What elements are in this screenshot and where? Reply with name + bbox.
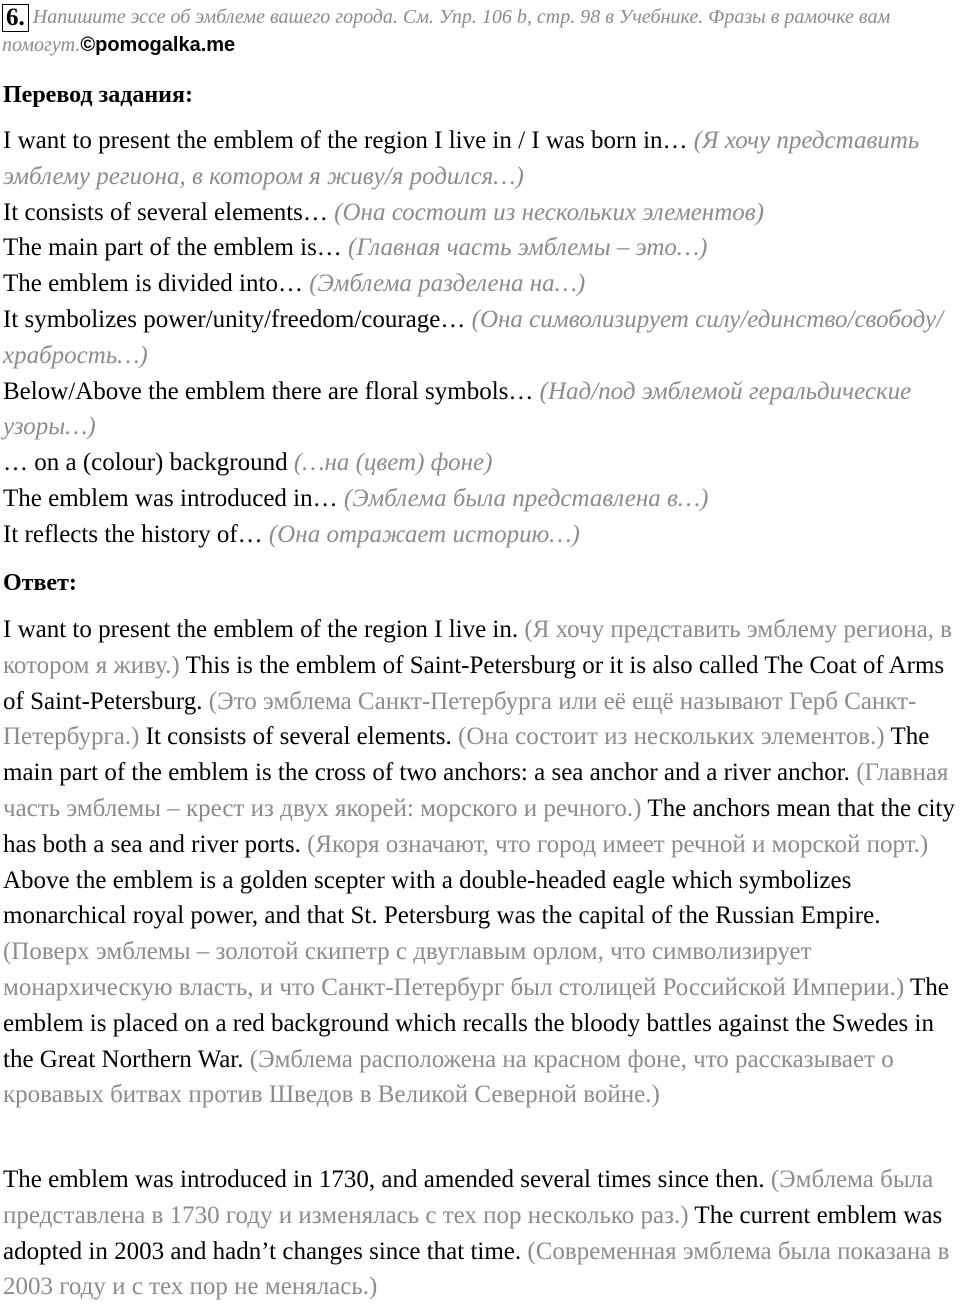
answer-en: This is the emblem of Saint-Petersburg or it is also called The Coat of Arms of Saint-Petersburg. [3, 651, 945, 715]
phrase-item [3, 374, 953, 446]
answer-ru: (Это эмблема Санкт-Петербурга или её ещё называют Герб Санкт-Петербурга.) [3, 687, 917, 751]
answer-en: Above the emblem is a golden scepter with a double-headed eagle which symbolizes monarchical royal power, and that St. Petersburg was the capital of the Russian Empire. [3, 866, 881, 930]
answer-paragraph [3, 1162, 958, 1305]
phrase-item [3, 481, 953, 517]
answer-ru: (Я хочу представить эмблему региона, в котором я живу.) [3, 616, 952, 679]
phrase-ru: (Эмблема разделена на…) [309, 270, 586, 298]
task-text: Напишите эссе об эмблеме вашего города. См. Упр. 106 b, стр. 98 в Учебнике. Фразы в рамочке вам помогут. [2, 6, 891, 56]
phrase-en: It reflects the history of… [3, 520, 263, 548]
task-header [2, 4, 952, 59]
phrase-en: The main part of the emblem is… [3, 234, 342, 262]
answer-en: The emblem was introduced in 1730, and amended several times since then. [3, 1166, 765, 1193]
phrase-item [3, 230, 953, 266]
phrase-en: The emblem was introduced in… [3, 484, 338, 512]
watermark: ©pomogalka.me [80, 34, 236, 56]
phrase-en: … on a (colour) background [3, 449, 288, 477]
phrase-en: It symbolizes power/unity/freedom/courage… [3, 305, 466, 333]
phrase-item [3, 302, 953, 374]
task-number: 6. [2, 4, 29, 32]
phrase-ru: (Она состоит из нескольких элементов) [334, 198, 764, 226]
phrase-en: I want to present the emblem of the region I live in / I was born in… [3, 127, 688, 154]
answer-ru: (Главная часть эмблемы – крест из двух якорей: морского и речного.) [3, 759, 949, 822]
phrase-en: Below/Above the emblem there are floral symbols… [3, 377, 534, 405]
phrase-en: The emblem is divided into… [3, 270, 303, 298]
answer-en: The current emblem was adopted in 2003 and hadn’t changes since that time. [3, 1201, 943, 1265]
phrase-list [3, 123, 953, 553]
answer-paragraph [3, 612, 958, 1113]
phrase-ru: (Она символизирует силу/единство/свободу/храбрость…) [3, 305, 944, 369]
phrase-ru: (…на (цвет) фоне) [293, 449, 493, 477]
phrase-item [3, 517, 953, 553]
phrase-ru: (Она отражает историю…) [268, 520, 580, 548]
answer-ru: (Эмблема была представлена в 1730 году и изменялась с тех пор несколько раз.) [3, 1166, 934, 1229]
answer-en: The emblem is placed on a red background which recalls the bloody battles against the Swedes in the Great Northern War. [3, 973, 949, 1073]
phrase-en: It consists of several elements… [3, 198, 328, 226]
answer-en: The main part of the emblem is the cross of two anchors: a sea anchor and a river anchor. [3, 723, 930, 787]
answer-en: The anchors mean that the city has both a sea and river ports. [3, 794, 955, 858]
phrase-item [3, 195, 953, 231]
answer-en: It consists of several elements. [145, 723, 452, 751]
phrase-item [3, 266, 953, 302]
phrase-ru: (Над/под эмблемой геральдические узоры…) [3, 377, 912, 441]
answer-heading: Ответ: [3, 570, 77, 596]
phrase-item [3, 445, 953, 481]
answer-en: I want to present the emblem of the region I live in. [3, 616, 519, 643]
phrase-ru: (Эмблема была представлена в…) [343, 484, 709, 512]
answer-ru: (Современная эмблема была показана в 2003 году и с тех пор не менялась.) [3, 1237, 950, 1301]
answer-ru: (Поверх эмблемы – золотой скипетр с двуглавым орлом, что символизирует монархическую власть, и что Санкт-Петербург был столицей Российской Империи.) [3, 938, 905, 1001]
answer-ru: (Эмблема расположена на красном фоне, что рассказывает о кровавых битвах против Шведов в Великой Северной войне.) [3, 1045, 894, 1109]
translation-heading: Перевод задания: [3, 82, 193, 108]
phrase-ru: (Главная часть эмблемы – это…) [348, 234, 708, 262]
phrase-ru: (Я хочу представить эмблему региона, в котором я живу/я родился…) [3, 127, 920, 190]
answer-ru: (Она состоит из нескольких элементов.) [458, 723, 885, 751]
answer-ru: (Якоря означают, что город имеет речной и морской порт.) [307, 830, 929, 858]
phrase-item [3, 123, 953, 195]
